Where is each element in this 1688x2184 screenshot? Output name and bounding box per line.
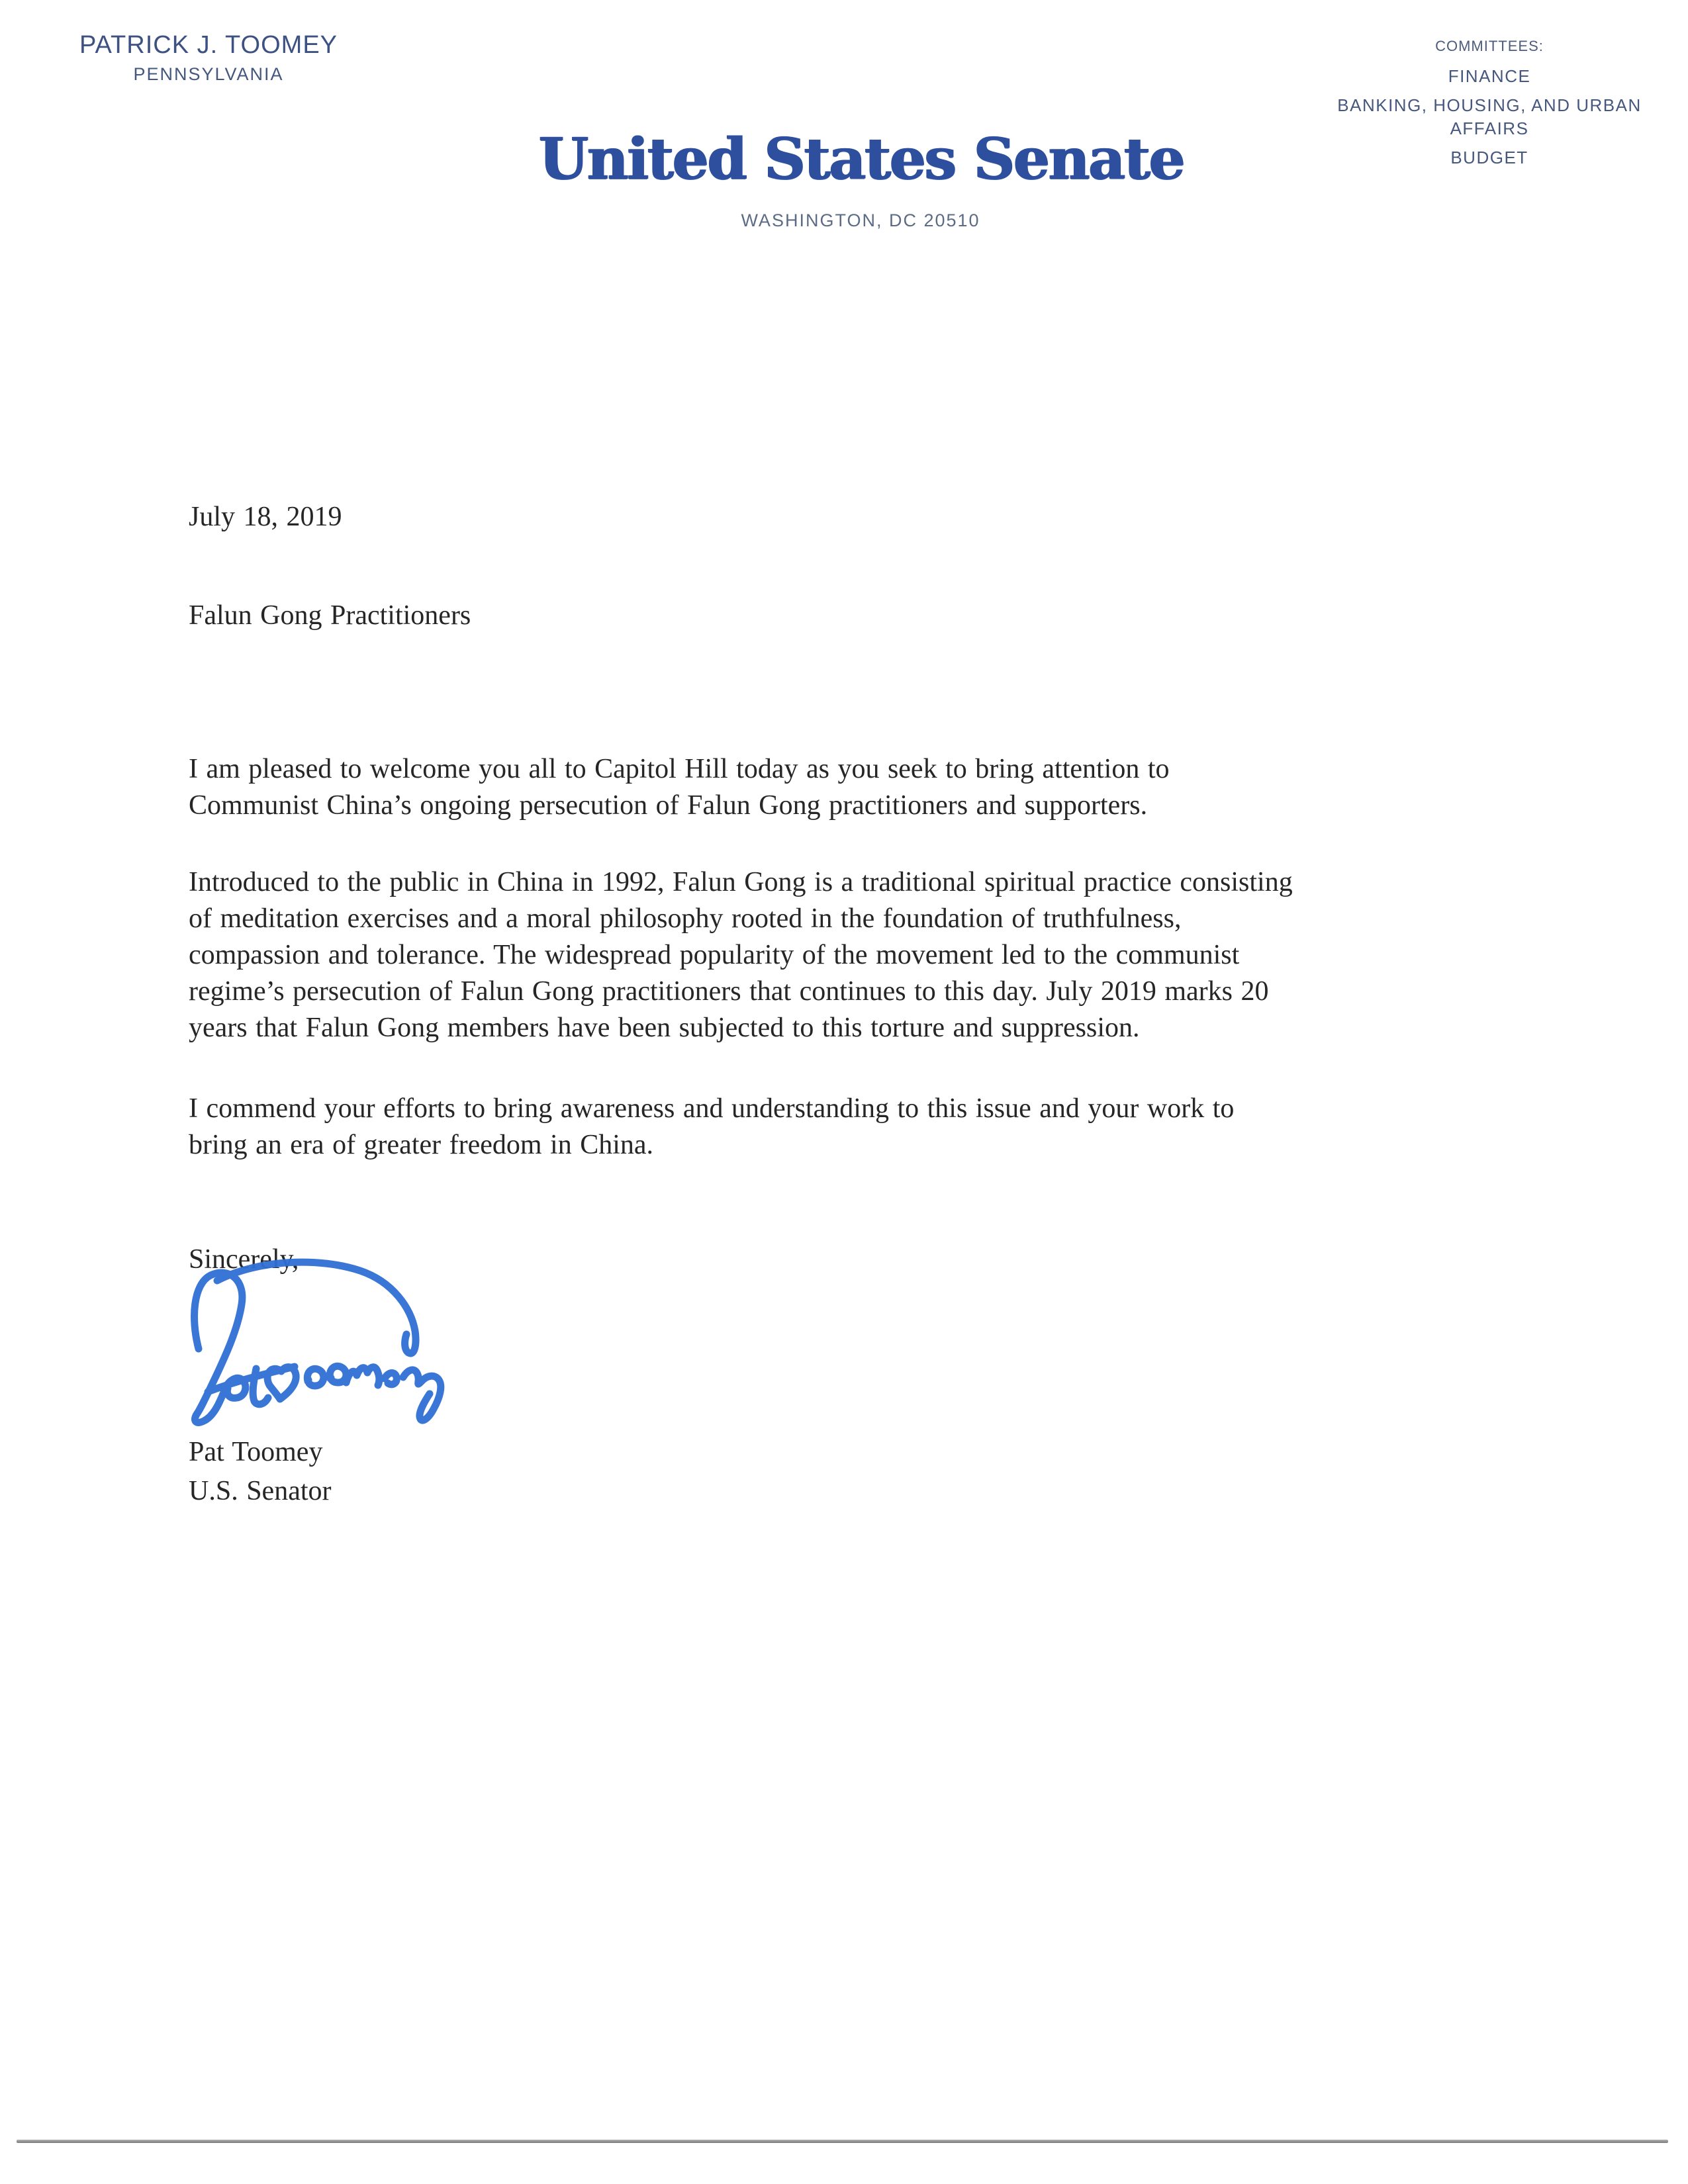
paragraph-line: bring an era of greater freedom in China. — [189, 1130, 654, 1160]
scan-artifact-rule — [17, 2140, 1668, 2143]
paragraph-line: of meditation exercises and a moral philosophy rooted in the foundation of truthfulness, — [189, 903, 1182, 934]
committee-item-finance: FINANCE — [1448, 66, 1531, 86]
masthead-address: WASHINGTON, DC 20510 — [741, 210, 980, 230]
paragraph-line: regime’s persecution of Falun Gong practitioners that continues to this day. July 2019 marks 20 — [189, 976, 1269, 1007]
paragraph — [189, 751, 1170, 824]
signer-name: Pat Toomey — [189, 1437, 323, 1467]
paragraph-line: compassion and tolerance. The widespread popularity of the movement led to the communist — [189, 940, 1240, 970]
senate-masthead-title: United States Senate — [538, 126, 1184, 193]
committees-label: COMMITTEES: — [1435, 38, 1544, 54]
paragraph-line: Introduced to the public in China in 1992, Falun Gong is a traditional spiritual practice consisting — [189, 867, 1293, 897]
paragraph — [189, 1091, 1234, 1163]
paragraph-line: I am pleased to welcome you all to Capitol Hill today as you seek to bring attention to — [189, 754, 1170, 784]
signature-graphic — [177, 1255, 462, 1430]
letter-date: July 18, 2019 — [189, 502, 342, 532]
closing: Sincerely, — [189, 1244, 299, 1275]
paragraph — [189, 864, 1293, 1046]
sender-state: PENNSYLVANIA — [133, 64, 284, 84]
sender-name: PATRICK J. TOOMEY — [79, 31, 338, 59]
committee-item-banking-housing-urban-affairs: BANKING, HOUSING, AND URBAN AFFAIRS — [1337, 95, 1642, 138]
paragraph-line: Communist China’s ongoing persecution of Falun Gong practitioners and supporters. — [189, 790, 1148, 821]
masthead — [17, 128, 1688, 231]
paragraph-line: years that Falun Gong members have been subjected to this torture and suppression. — [189, 1013, 1140, 1043]
paragraph-line: I commend your efforts to bring awareness and understanding to this issue and your work to — [189, 1093, 1235, 1124]
committee-item-budget: BUDGET — [1450, 148, 1528, 167]
pat-toomey-signature-icon — [177, 1255, 462, 1430]
signer-block — [189, 1433, 332, 1511]
letter-recipient: Falun Gong Practitioners — [189, 600, 471, 631]
signer-title: U.S. Senator — [189, 1476, 332, 1506]
sender-block — [70, 29, 348, 87]
